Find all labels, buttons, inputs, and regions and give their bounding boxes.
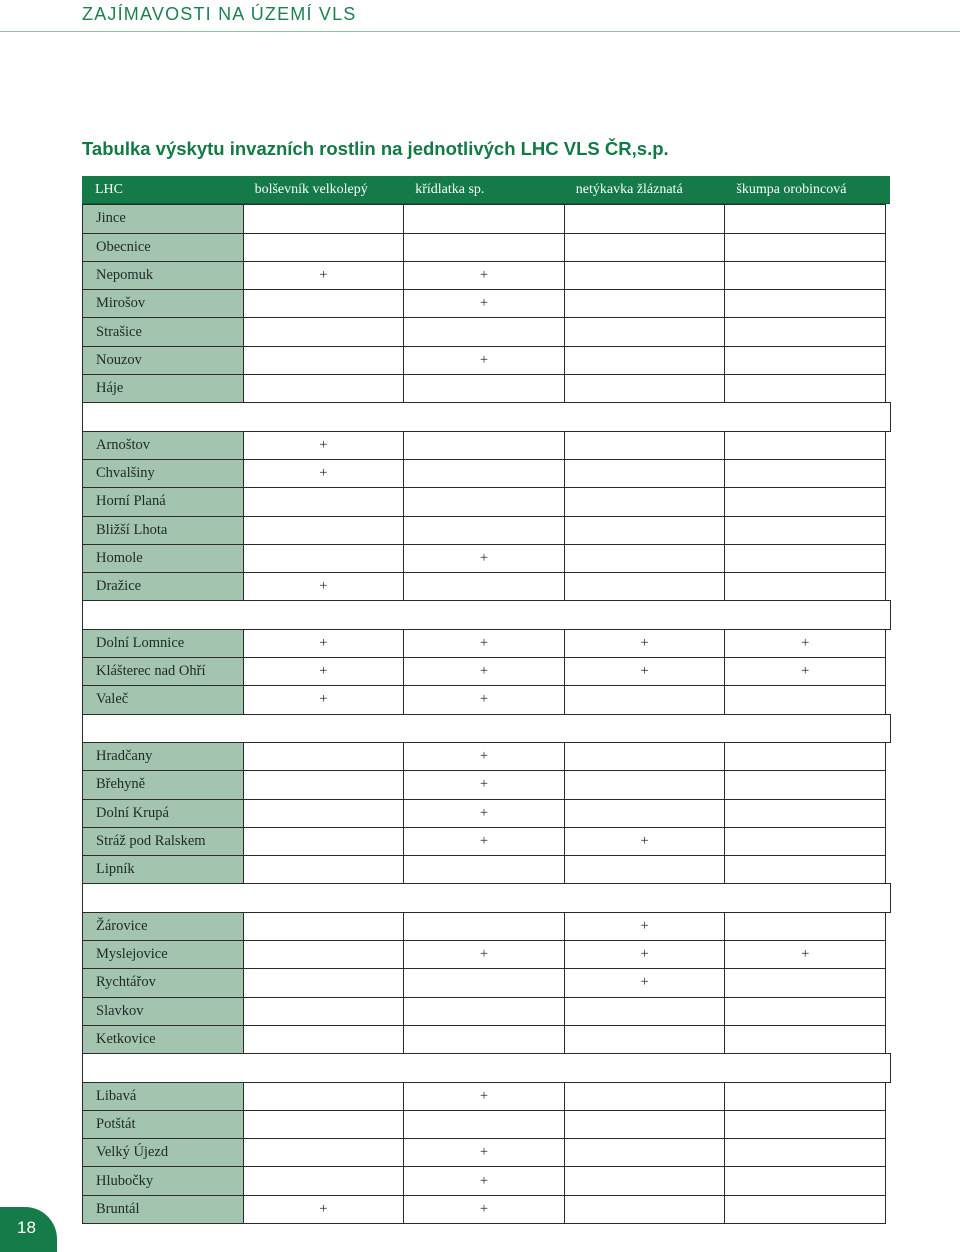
- table-row: [82, 431, 890, 459]
- separator-cell: [82, 714, 891, 743]
- occurrence-cell: +: [403, 346, 565, 375]
- occurrence-cell: [403, 204, 565, 233]
- occurrence-cell: [403, 487, 565, 516]
- occurrence-cell: [724, 685, 886, 714]
- lhc-name-cell: Jince: [82, 204, 244, 233]
- occurrence-cell: +: [403, 1195, 565, 1224]
- occurrence-cell: [403, 233, 565, 262]
- occurrence-cell: +: [403, 289, 565, 318]
- table-row: [82, 572, 890, 600]
- table-row: [82, 827, 890, 855]
- lhc-name-cell: Valeč: [82, 685, 244, 714]
- occurrence-cell: +: [243, 629, 405, 658]
- occurrence-cell: [564, 261, 726, 290]
- occurrence-cell: [243, 940, 405, 969]
- occurrence-cell: [724, 742, 886, 771]
- occurrence-cell: [564, 544, 726, 573]
- occurrence-cell: [403, 516, 565, 545]
- table-row: [82, 997, 890, 1025]
- occurrence-cell: [564, 1138, 726, 1167]
- table-row: [82, 374, 890, 402]
- table-row: [82, 1166, 890, 1194]
- lhc-name-cell: Hlubočky: [82, 1166, 244, 1195]
- occurrence-cell: +: [724, 657, 886, 686]
- lhc-name-cell: Nouzov: [82, 346, 244, 375]
- occurrence-cell: [243, 233, 405, 262]
- lhc-name-cell: Ketkovice: [82, 1025, 244, 1054]
- lhc-name-cell: Bruntál: [82, 1195, 244, 1224]
- occurrence-cell: [724, 487, 886, 516]
- occurrence-cell: [564, 572, 726, 601]
- table-row: [82, 1195, 890, 1223]
- table-row: [82, 770, 890, 798]
- occurrence-cell: +: [243, 261, 405, 290]
- group-separator-row: [82, 1053, 890, 1081]
- occurrence-cell: +: [403, 770, 565, 799]
- occurrence-cell: [724, 1110, 886, 1139]
- table-header-row: [82, 176, 890, 204]
- table-row: [82, 855, 890, 883]
- lhc-name-cell: Libavá: [82, 1082, 244, 1111]
- occurrence-cell: [243, 1166, 405, 1195]
- occurrence-cell: [724, 855, 886, 884]
- occurrence-cell: [564, 1110, 726, 1139]
- occurrence-cell: [403, 1025, 565, 1054]
- occurrence-cell: +: [564, 912, 726, 941]
- header-rule: [0, 31, 960, 32]
- occurrence-cell: [243, 1138, 405, 1167]
- table-row: [82, 1138, 890, 1166]
- occurrence-cell: [243, 997, 405, 1026]
- group-separator-row: [82, 600, 890, 628]
- occurrence-cell: [243, 1110, 405, 1139]
- occurrence-cell: +: [564, 968, 726, 997]
- section-header: ZAJÍMAVOSTI NA ÚZEMÍ VLS: [82, 4, 357, 24]
- occurrence-cell: +: [403, 827, 565, 856]
- occurrence-cell: [243, 289, 405, 318]
- table-row: [82, 968, 890, 996]
- occurrence-cell: +: [403, 799, 565, 828]
- table-row: [82, 487, 890, 515]
- lhc-name-cell: Myslejovice: [82, 940, 244, 969]
- occurrence-cell: [243, 1025, 405, 1054]
- occurrence-cell: [724, 827, 886, 856]
- occurrence-cell: [724, 544, 886, 573]
- lhc-name-cell: Chvalšiny: [82, 459, 244, 488]
- column-header: netýkavka žláznatá: [575, 182, 683, 198]
- occurrence-cell: [724, 1166, 886, 1195]
- occurrence-cell: [243, 968, 405, 997]
- group-separator-row: [82, 714, 890, 742]
- table-row: [82, 459, 890, 487]
- table-row: [82, 685, 890, 713]
- table-row: [82, 1082, 890, 1110]
- occurrence-cell: [564, 1166, 726, 1195]
- occurrence-cell: +: [243, 1195, 405, 1224]
- occurrence-cell: +: [564, 940, 726, 969]
- occurrence-cell: [724, 431, 886, 460]
- occurrence-cell: [724, 770, 886, 799]
- occurrence-cell: [243, 1082, 405, 1111]
- occurrence-cell: [724, 1082, 886, 1111]
- occurrence-cell: +: [403, 1166, 565, 1195]
- occurrence-cell: [564, 997, 726, 1026]
- occurrence-cell: [564, 374, 726, 403]
- occurrence-cell: [724, 261, 886, 290]
- separator-cell: [82, 883, 891, 912]
- occurrence-cell: [724, 572, 886, 601]
- occurrence-cell: +: [564, 657, 726, 686]
- group-separator-row: [82, 402, 890, 430]
- lhc-name-cell: Mirošov: [82, 289, 244, 318]
- occurrence-cell: [243, 827, 405, 856]
- occurrence-cell: +: [724, 629, 886, 658]
- occurrence-cell: [403, 572, 565, 601]
- occurrence-cell: [403, 431, 565, 460]
- occurrence-cell: [403, 912, 565, 941]
- occurrence-cell: [724, 374, 886, 403]
- column-header: křídlatka sp.: [415, 182, 485, 198]
- lhc-name-cell: Klášterec nad Ohří: [82, 657, 244, 686]
- occurrence-cell: [243, 799, 405, 828]
- occurrence-cell: [564, 317, 726, 346]
- column-header: LHC: [95, 182, 123, 198]
- page-number: 18: [17, 1218, 36, 1237]
- occurrence-cell: [564, 685, 726, 714]
- lhc-name-cell: Arnoštov: [82, 431, 244, 460]
- lhc-name-cell: Velký Újezd: [82, 1138, 244, 1167]
- occurrence-cell: [724, 1195, 886, 1224]
- separator-cell: [82, 1053, 891, 1082]
- table-row: [82, 1110, 890, 1138]
- occurrence-cell: [724, 997, 886, 1026]
- occurrence-cell: [724, 516, 886, 545]
- occurrence-cell: +: [403, 544, 565, 573]
- occurrence-cell: +: [243, 657, 405, 686]
- occurrence-cell: [564, 1195, 726, 1224]
- lhc-name-cell: Nepomuk: [82, 261, 244, 290]
- table-row: [82, 629, 890, 657]
- occurrence-cell: [564, 799, 726, 828]
- occurrence-cell: +: [403, 1082, 565, 1111]
- occurrence-cell: [724, 233, 886, 262]
- invasive-plants-table: [82, 176, 890, 1223]
- lhc-name-cell: Dražice: [82, 572, 244, 601]
- occurrence-cell: [243, 204, 405, 233]
- occurrence-cell: [724, 289, 886, 318]
- occurrence-cell: [243, 544, 405, 573]
- table-row: [82, 940, 890, 968]
- occurrence-cell: [564, 770, 726, 799]
- table-row: [82, 233, 890, 261]
- occurrence-cell: [724, 912, 886, 941]
- occurrence-cell: [243, 487, 405, 516]
- occurrence-cell: [564, 289, 726, 318]
- occurrence-cell: [564, 1025, 726, 1054]
- table-row: [82, 1025, 890, 1053]
- occurrence-cell: [564, 516, 726, 545]
- table-row: [82, 346, 890, 374]
- table-row: [82, 289, 890, 317]
- lhc-name-cell: Dolní Krupá: [82, 799, 244, 828]
- lhc-name-cell: Homole: [82, 544, 244, 573]
- occurrence-cell: +: [403, 940, 565, 969]
- occurrence-cell: [403, 374, 565, 403]
- table-row: [82, 544, 890, 572]
- column-header: bolševník velkolepý: [254, 182, 368, 198]
- occurrence-cell: [564, 487, 726, 516]
- lhc-name-cell: Lipník: [82, 855, 244, 884]
- lhc-name-cell: Potštát: [82, 1110, 244, 1139]
- occurrence-cell: [403, 968, 565, 997]
- occurrence-cell: [564, 233, 726, 262]
- occurrence-cell: [724, 1138, 886, 1167]
- table-row: [82, 204, 890, 232]
- occurrence-cell: +: [403, 1138, 565, 1167]
- occurrence-cell: [564, 855, 726, 884]
- lhc-name-cell: Stráž pod Ralskem: [82, 827, 244, 856]
- table-row: [82, 799, 890, 827]
- occurrence-cell: [564, 459, 726, 488]
- occurrence-cell: [243, 346, 405, 375]
- table-row: [82, 261, 890, 289]
- lhc-name-cell: Žárovice: [82, 912, 244, 941]
- occurrence-cell: [243, 516, 405, 545]
- occurrence-cell: +: [403, 742, 565, 771]
- occurrence-cell: +: [564, 827, 726, 856]
- lhc-name-cell: Dolní Lomnice: [82, 629, 244, 658]
- lhc-name-cell: Bližší Lhota: [82, 516, 244, 545]
- occurrence-cell: [724, 204, 886, 233]
- lhc-name-cell: Břehyně: [82, 770, 244, 799]
- occurrence-cell: [564, 204, 726, 233]
- occurrence-cell: [564, 1082, 726, 1111]
- occurrence-cell: +: [403, 657, 565, 686]
- occurrence-cell: +: [243, 431, 405, 460]
- lhc-name-cell: Horní Planá: [82, 487, 244, 516]
- occurrence-cell: [243, 374, 405, 403]
- occurrence-cell: [243, 855, 405, 884]
- occurrence-cell: +: [403, 685, 565, 714]
- occurrence-cell: [724, 968, 886, 997]
- occurrence-cell: [724, 459, 886, 488]
- table-title: Tabulka výskytu invazních rostlin na jednotlivých LHC VLS ČR,s.p.: [82, 138, 669, 159]
- occurrence-cell: [403, 855, 565, 884]
- occurrence-cell: [243, 742, 405, 771]
- column-header: škumpa orobincová: [736, 182, 847, 198]
- lhc-name-cell: Rychtářov: [82, 968, 244, 997]
- occurrence-cell: [403, 317, 565, 346]
- occurrence-cell: +: [403, 629, 565, 658]
- occurrence-cell: [724, 317, 886, 346]
- occurrence-cell: [403, 459, 565, 488]
- occurrence-cell: [243, 317, 405, 346]
- occurrence-cell: [724, 1025, 886, 1054]
- occurrence-cell: +: [243, 685, 405, 714]
- occurrence-cell: [243, 770, 405, 799]
- lhc-name-cell: Háje: [82, 374, 244, 403]
- table-row: [82, 742, 890, 770]
- occurrence-cell: [403, 1110, 565, 1139]
- occurrence-cell: +: [564, 629, 726, 658]
- table-row: [82, 516, 890, 544]
- occurrence-cell: [724, 346, 886, 375]
- occurrence-cell: [724, 799, 886, 828]
- table-row: [82, 317, 890, 345]
- separator-cell: [82, 402, 891, 431]
- occurrence-cell: [564, 742, 726, 771]
- lhc-name-cell: Slavkov: [82, 997, 244, 1026]
- lhc-name-cell: Obecnice: [82, 233, 244, 262]
- group-separator-row: [82, 883, 890, 911]
- occurrence-cell: [243, 912, 405, 941]
- table-row: [82, 657, 890, 685]
- lhc-name-cell: Hradčany: [82, 742, 244, 771]
- separator-cell: [82, 600, 891, 629]
- occurrence-cell: [564, 431, 726, 460]
- occurrence-cell: +: [243, 572, 405, 601]
- occurrence-cell: +: [724, 940, 886, 969]
- lhc-name-cell: Strašice: [82, 317, 244, 346]
- occurrence-cell: +: [403, 261, 565, 290]
- occurrence-cell: [564, 346, 726, 375]
- table-row: [82, 912, 890, 940]
- occurrence-cell: [403, 997, 565, 1026]
- occurrence-cell: +: [243, 459, 405, 488]
